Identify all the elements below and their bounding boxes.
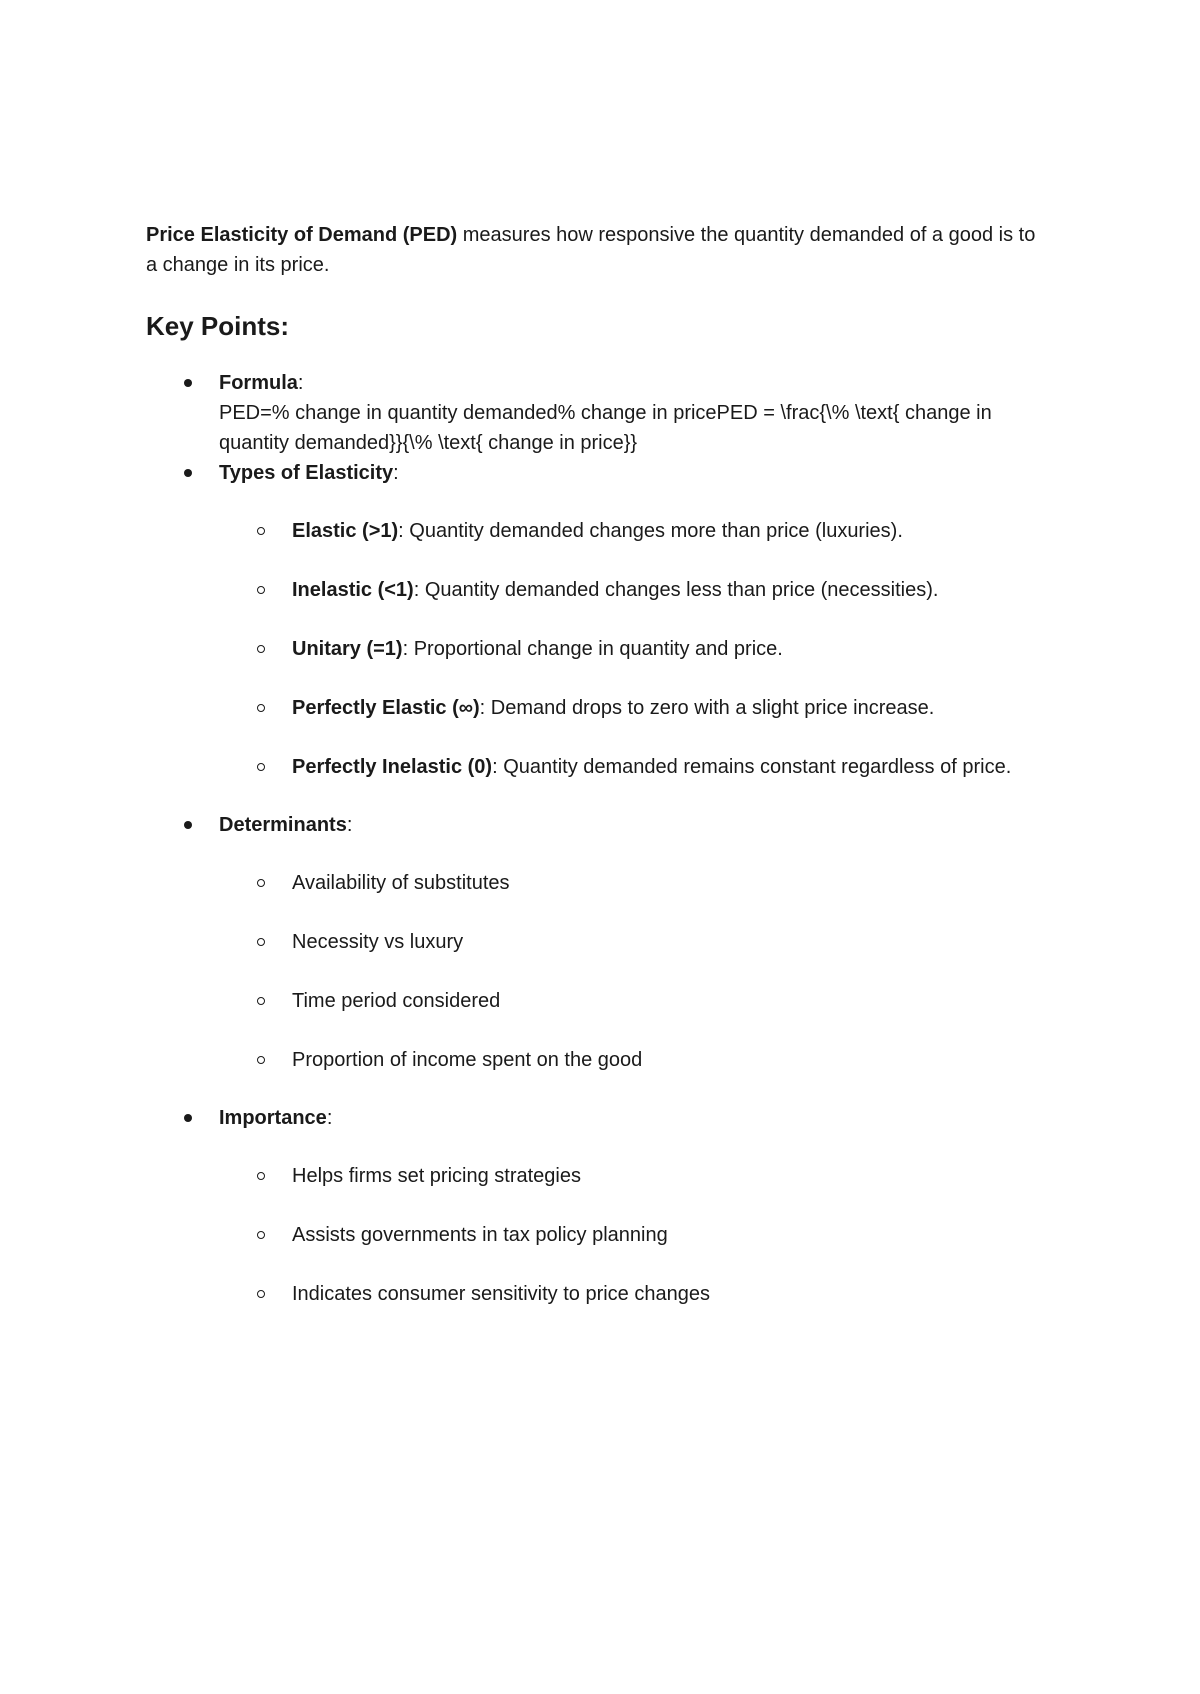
types-colon: : — [393, 462, 399, 484]
determinants-label: Determinants — [219, 814, 347, 836]
type-text: : Quantity demanded changes more than price (luxuries). — [398, 520, 903, 542]
list-item: Time period considered — [219, 986, 1046, 1016]
list-item — [219, 634, 1046, 664]
list-item — [219, 575, 1046, 605]
determinants-colon: : — [346, 814, 353, 836]
intro-paragraph — [146, 220, 1046, 280]
formula-expression: PED=% change in quantity demanded% change in pricePED = \frac{\% \text{ change in quantity demanded}}{\% \text{ change in price}} — [219, 402, 992, 454]
list-item — [219, 516, 1046, 546]
list-item-types — [146, 458, 1046, 782]
key-points-list — [146, 368, 1046, 1309]
list-item: Assists governments in tax policy planning — [219, 1220, 1046, 1250]
importance-colon: : — [326, 1107, 333, 1129]
list-item: Indicates consumer sensitivity to price changes — [219, 1279, 1046, 1309]
type-term: Perfectly Elastic (∞) — [292, 697, 480, 719]
type-term: Inelastic (<1) — [292, 579, 414, 601]
list-item: Helps firms set pricing strategies — [219, 1161, 1046, 1191]
type-text: : Quantity demanded changes less than price (necessities). — [413, 579, 939, 601]
intro-term: Price Elasticity of Demand (PED) — [146, 224, 458, 246]
type-text: : Proportional change in quantity and price. — [402, 638, 783, 660]
type-term: Perfectly Inelastic (0) — [292, 756, 493, 778]
list-item: Necessity vs luxury — [219, 927, 1046, 957]
list-item — [219, 752, 1046, 782]
intro-text: measures how responsive the quantity demanded of a good is to a change in its price. — [146, 224, 1036, 276]
list-item — [219, 693, 1046, 723]
list-item: Availability of substitutes — [219, 868, 1046, 898]
formula-colon: : — [297, 372, 304, 394]
importance-label: Importance — [219, 1107, 327, 1129]
types-sublist — [219, 516, 1046, 782]
formula-label: Formula — [219, 372, 298, 394]
type-term: Unitary (=1) — [292, 638, 403, 660]
list-item-formula — [146, 368, 1046, 458]
list-item-importance — [146, 1103, 1046, 1309]
type-text: : Demand drops to zero with a slight price increase. — [479, 697, 935, 719]
importance-sublist — [219, 1161, 1046, 1309]
list-item: Proportion of income spent on the good — [219, 1045, 1046, 1075]
type-text: : Quantity demanded remains constant regardless of price. — [492, 756, 1012, 778]
document-page — [146, 220, 1046, 1309]
type-term: Elastic (>1) — [292, 520, 399, 542]
determinants-sublist — [219, 868, 1046, 1075]
list-item-determinants — [146, 810, 1046, 1075]
types-label: Types of Elasticity — [219, 462, 394, 484]
key-points-heading: Key Points: — [146, 311, 290, 341]
